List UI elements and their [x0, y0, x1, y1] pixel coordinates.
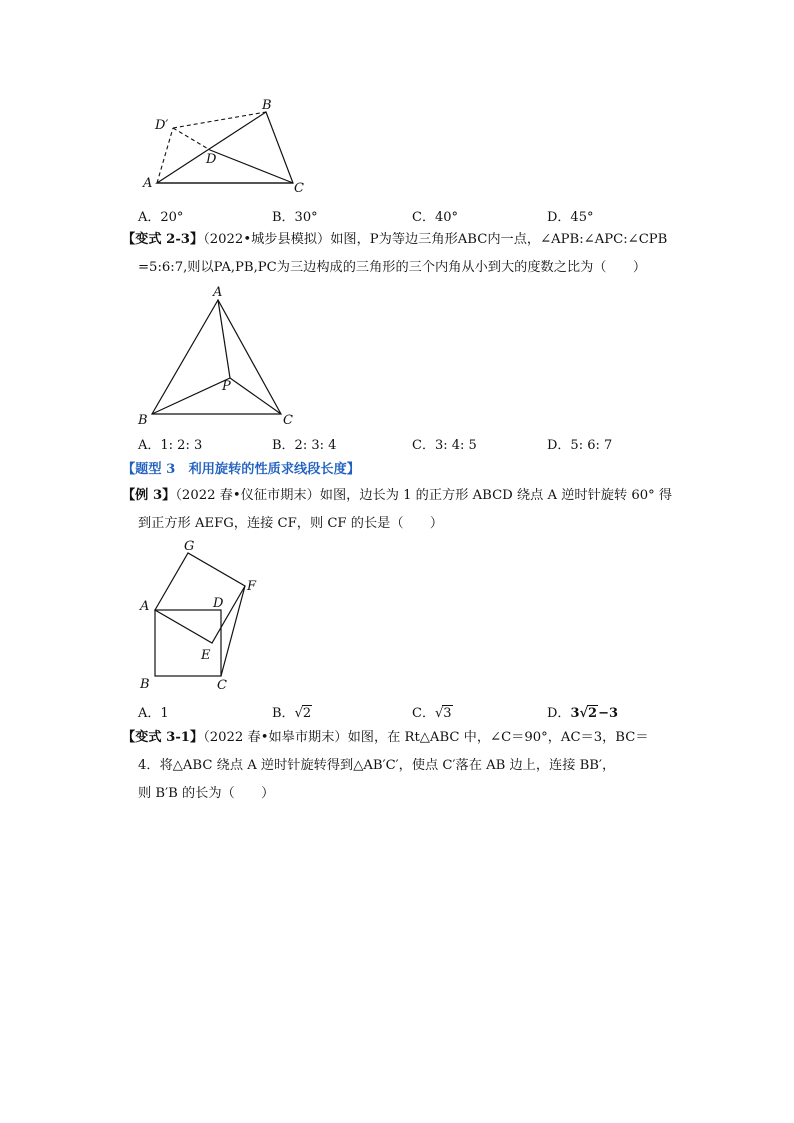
question-text-line-1: （2022 春•如皋市期末）如图，在 Rt△ABC 中，∠C＝90°，AC＝3，BC＝: [203, 730, 649, 745]
dashed-segment-d-prime-b: [173, 112, 266, 128]
q1-options: [138, 206, 698, 224]
question-text-line-2: =5:6:7,则以PA,PB,PC为三边构成的三角形的三个内角从小到大的度数之比为（ ）: [138, 260, 647, 275]
label-c: C: [294, 181, 304, 196]
q2-option-b[interactable]: B．2: 3: 4: [272, 438, 337, 453]
label-e: E: [201, 648, 211, 663]
q2-options: [138, 434, 698, 452]
q3-options: [138, 702, 698, 720]
question-tag: 【例 3】: [122, 488, 176, 503]
label-d-prime: D′: [155, 118, 169, 133]
q1-option-c[interactable]: C．40°: [412, 210, 458, 225]
q3-option-c[interactable]: [412, 702, 453, 721]
coefficient: 3: [570, 706, 580, 721]
q2-option-d[interactable]: D．5: 6: 7: [547, 438, 613, 453]
question-text-line-1: （2022•城步县模拟）如图，P为等边三角形ABC内一点，∠APB:∠APC:∠CPB: [203, 232, 668, 247]
label-p: P: [222, 379, 231, 394]
figure-2-svg: [135, 282, 300, 427]
figure-equilateral-triangle: [135, 282, 300, 427]
label-b: B: [140, 677, 150, 692]
section-heading: 【题型 3 利用旋转的性质求线段长度】: [122, 462, 360, 477]
question-tag: 【变式 3-1】: [122, 730, 204, 745]
triangle-abc: [157, 112, 293, 183]
question-variant-2-3: [122, 226, 682, 282]
q3-option-d[interactable]: [547, 702, 618, 721]
question-tag: 【变式 2-3】: [122, 232, 204, 247]
dashed-segment-d-prime-d: [173, 128, 210, 150]
label-c: C: [217, 678, 227, 693]
q1-option-d[interactable]: D．45°: [547, 210, 594, 225]
radicand: 2: [302, 706, 312, 721]
label-d: D: [206, 152, 217, 167]
q2-option-a[interactable]: A．1: 2: 3: [138, 438, 203, 453]
label-a: A: [140, 599, 150, 614]
label-c: C: [283, 413, 293, 428]
figure-rotated-squares: [135, 538, 265, 693]
sqrt-symbol: √2: [294, 706, 312, 721]
q2-option-c[interactable]: C．3: 4: 5: [412, 438, 477, 453]
q3-option-a[interactable]: A．1: [138, 706, 169, 721]
q3-option-b[interactable]: [272, 702, 312, 721]
radicand: 3: [443, 706, 452, 721]
question-variant-3-1: [122, 724, 682, 808]
figure-1-svg: [140, 95, 320, 200]
label-b: B: [138, 413, 148, 428]
question-text-line-1: （2022 春•仪征市期末）如图，边长为 1 的正方形 ABCD 绕点 A 逆时针旋转 60° 得: [175, 488, 673, 503]
q1-option-a[interactable]: A．20°: [138, 210, 184, 225]
label-g: G: [184, 539, 195, 554]
segment-dc: [210, 150, 293, 183]
q1-option-b[interactable]: B．30°: [272, 210, 318, 225]
option-prefix: C．: [412, 706, 435, 721]
square-aefg: [155, 553, 245, 643]
label-d: D: [213, 596, 224, 611]
question-text-line-2: 到正方形 AEFG，连接 CF，则 CF 的长是（ ）: [138, 516, 444, 531]
question-text-line-3: 则 B′B 的长为（ ）: [138, 786, 275, 801]
label-a: A: [143, 176, 153, 191]
question-text-line-2: 4．将△ABC 绕点 A 逆时针旋转得到△AB′C′，使点 C′落在 AB 边上，连接 BB′，: [138, 758, 616, 773]
figure-rotation-quadrilateral: [140, 95, 320, 200]
label-f: F: [247, 579, 257, 594]
label-a: A: [213, 285, 223, 300]
triangle-abc: [152, 300, 281, 414]
segment-pb: [152, 378, 230, 414]
label-b: B: [262, 98, 272, 113]
question-example-3: [122, 482, 682, 538]
segment-pc: [230, 378, 281, 414]
option-prefix: B．: [272, 706, 295, 721]
sqrt-symbol: √2: [579, 706, 598, 721]
sqrt-symbol: √3: [434, 706, 452, 721]
segment-cf: [221, 586, 245, 676]
option-suffix: −3: [598, 706, 619, 721]
option-prefix: D．: [547, 706, 571, 721]
radicand: 2: [588, 706, 598, 721]
figure-3-svg: [135, 538, 265, 693]
